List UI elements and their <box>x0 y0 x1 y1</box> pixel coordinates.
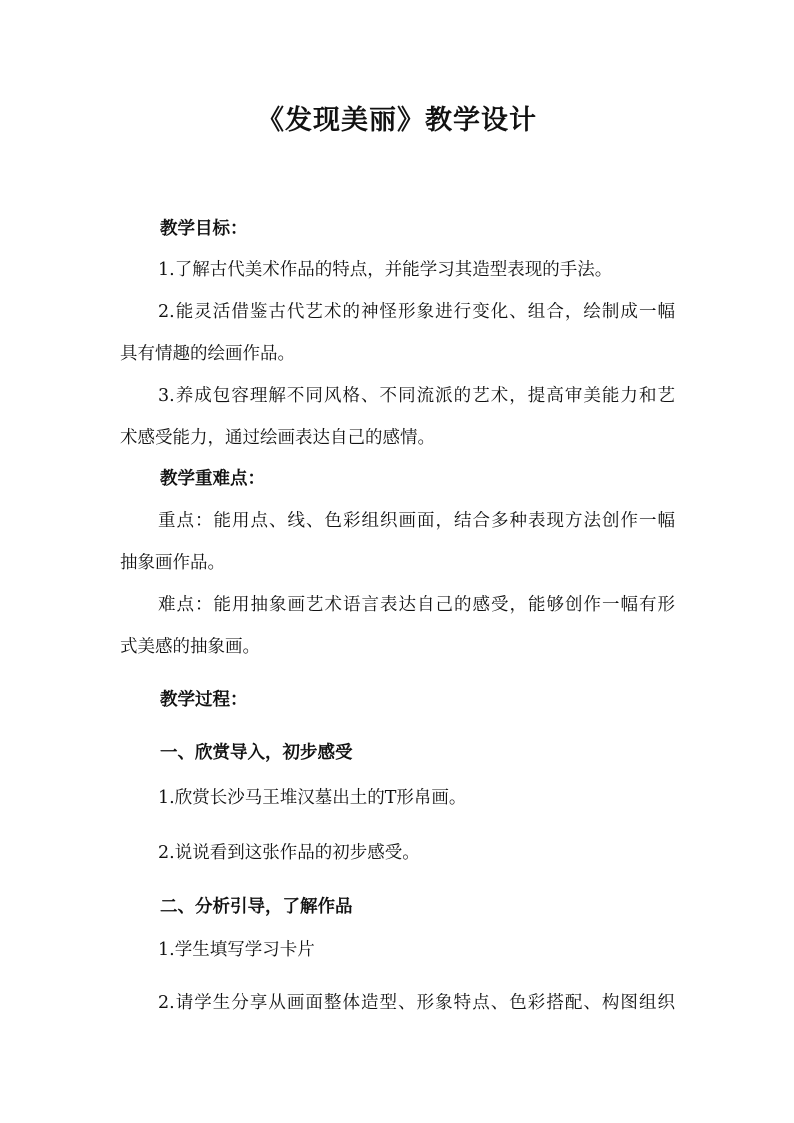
objective-item-2-line-2: 具有情趣的绘画作品。 <box>120 344 295 364</box>
section-2-item-2: 2.请学生分享从画面整体造型、形象特点、色彩搭配、构图组织 <box>158 993 675 1013</box>
focus-line-2: 抽象画作品。 <box>120 553 225 573</box>
section-2-heading: 二、分析引导，了解作品 <box>160 897 353 917</box>
document-title: 《发现美丽》教学设计 <box>257 105 537 136</box>
objective-item-3-line-2: 术感受能力，通过绘画表达自己的感情。 <box>120 428 435 448</box>
difficulty-line-1: 难点：能用抽象画艺术语言表达自己的感受，能够创作一幅有形 <box>158 595 675 615</box>
section-2-item-1: 1.学生填写学习卡片 <box>158 940 315 960</box>
process-heading: 教学过程： <box>160 690 248 710</box>
objective-item-3-line-1: 3.养成包容理解不同风格、不同流派的艺术，提高审美能力和艺 <box>158 386 675 406</box>
objectives-heading: 教学目标： <box>160 219 248 239</box>
objective-item-1: 1.了解古代美术作品的特点，并能学习其造型表现的手法。 <box>158 260 613 280</box>
keypoints-heading: 教学重难点： <box>160 469 265 489</box>
focus-line-1: 重点：能用点、线、色彩组织画面，结合多种表现方法创作一幅 <box>158 511 675 531</box>
objective-item-2-line-1: 2.能灵活借鉴古代艺术的神怪形象进行变化、组合，绘制成一幅 <box>158 302 675 322</box>
difficulty-line-2: 式美感的抽象画。 <box>120 637 260 657</box>
section-1-heading: 一、欣赏导入，初步感受 <box>160 743 353 763</box>
section-1-item-1: 1.欣赏长沙马王堆汉墓出土的T形帛画。 <box>158 788 467 808</box>
section-1-item-2: 2.说说看到这张作品的初步感受。 <box>158 843 420 863</box>
